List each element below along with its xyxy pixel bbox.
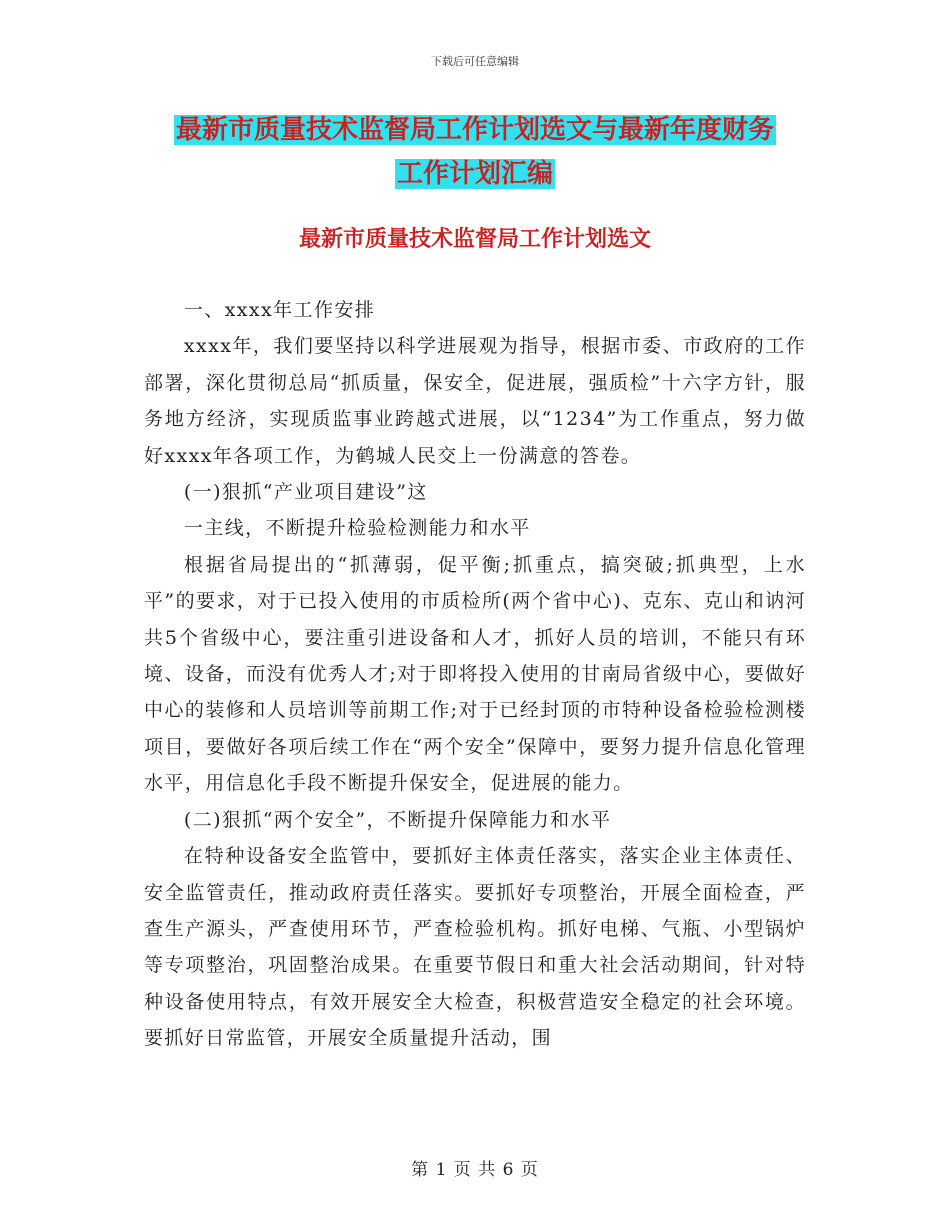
paragraph-subheading-2: (二)狠抓“两个安全”，不断提升保障能力和水平 [183,808,612,831]
paragraph-heading-1: 一、xxxx年工作安排 [183,299,376,321]
title-highlight-2: 工作计划汇编 [396,159,553,189]
section-title: 最新市质量技术监督局工作计划选文 [298,227,651,252]
paragraph-subheading-1a: (一)狠抓“产业项目建设”这 [183,481,428,504]
page-number-footer: 第 1 页 共 6 页 [411,1160,539,1180]
paragraph: 在特种设备安全监管中，要抓好主体责任落实，落实企业主体责任、安全监管责任，推动政府责任落实。要抓好专项整治，开展全面检查，严查生产源头，严查使用环节，严查检验机构。抓好电梯、气瓶、小型锅炉等专项整治，巩固整治成果。在重要节假日和重大社会活动期间，针对特种设备使用特点，有效开展安全大检查，积极营造安全稳定的社会环境。要抓好日常监管，开展安全质量提升活动，围 [144,845,806,1050]
paragraph: 根据省局提出的“抓薄弱，促平衡;抓重点，搞突破;抓典型，上水平”的要求，对于已投入使用的市质检所(两个省中心)、克东、克山和讷河共5个省级中心，要注重引进设备和人才，抓好人员的培训，不能只有环境、设备，而没有优秀人才;对于即将投入使用的甘南局省级中心，要做好中心的装修和人员培训等前期工作;对于已经封顶的市特种设备检验检测楼项目，要做好各项后续工作在“两个安全”保障中，要努力提升信息化管理水平，用信息化手段不断提升保安全，促进展的能力。 [144,553,806,795]
document-title-line-1 [0,111,950,149]
download-note: 下载后可任意编辑 [431,55,519,68]
title-highlight-1: 最新市质量技术监督局工作计划选文与最新年度财务 [175,115,774,145]
paragraph: xxxx年，我们要坚持以科学进展观为指导，根据市委、市政府的工作部署，深化贯彻总局“抓质量，保安全，促进展，强质检”十六字方针，服务地方经济，实现质监事业跨越式进展，以“1234”为工作重点，努力做好xxxx年各项工作，为鹤城人民交上一份满意的答卷。 [144,335,806,467]
paragraph-subheading-1b: 一主线，不断提升检验检测能力和水平 [183,517,531,540]
document-title-line-2 [0,155,950,193]
document-body [144,292,806,1057]
